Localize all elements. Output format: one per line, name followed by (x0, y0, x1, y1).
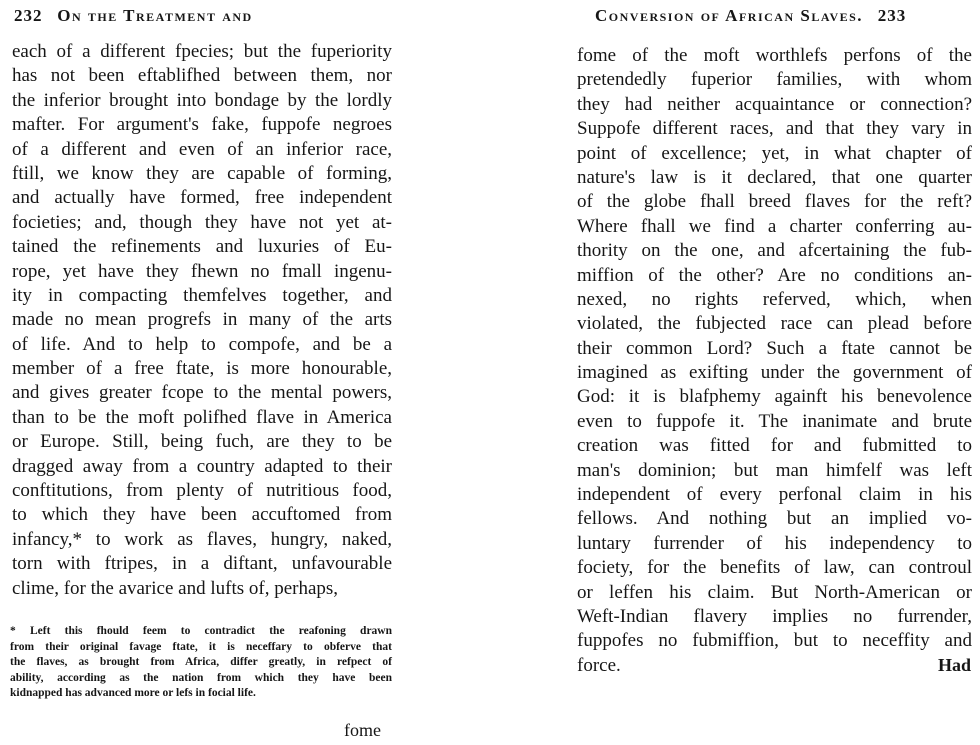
text-line: God: it is blafphemy againft his benevolence (577, 386, 972, 408)
text-line: fuppofes no fubmiffion, but to neceffity and (577, 630, 972, 652)
left-running-head: On the Treatment and (57, 6, 253, 25)
text-line: dragged away from a country adapted to their (12, 455, 392, 477)
text-line: Weft-Indian flavery implies no furrender, (577, 605, 972, 627)
text-line: fellows. And nothing but an implied vo- (577, 508, 972, 530)
right-running-head: Conversion of African Slaves. (595, 6, 864, 25)
text-line: focieties; and, though they have not yet at- (12, 211, 392, 233)
text-line: infancy,* to work as flaves, hungry, naked, (12, 528, 392, 550)
right-page-header (595, 6, 906, 26)
text-line: tained the refinements and luxuries of Eu- (12, 236, 392, 258)
right-page-text (577, 44, 972, 678)
text-line: fome of the moft worthlefs perfons of the (577, 45, 972, 66)
text-line: violated, the fubjected race can plead before (577, 313, 972, 335)
text-line: to which they have been accuftomed from (12, 504, 392, 526)
text-line: thority on the one, and afcertaining the fub- (577, 240, 972, 262)
text-line: point of excellence; yet, in what chapter of (577, 142, 972, 164)
text-line: and actually have formed, free independent (12, 187, 392, 209)
text-line: their common Lord? Such a ftate cannot be (577, 337, 972, 359)
left-page-header (14, 6, 253, 26)
text-line: nexed, no rights referved, which, when (577, 288, 972, 310)
right-page-number: 233 (877, 6, 907, 25)
text-line: even to fuppofe it. The inanimate and brute (577, 410, 972, 432)
text-line: miffion of the other? Are no conditions an- (577, 264, 972, 286)
text-line: pretendedly fuperior families, with whom (577, 69, 972, 91)
text-line: ity in compacting themfelves together, and (12, 284, 392, 306)
left-page (0, 0, 430, 745)
left-page-text (12, 40, 392, 601)
text-line: torn with ftripes, in a diftant, unfavourable (12, 553, 392, 575)
text-line: of life. And to help to compofe, and be a (12, 333, 392, 355)
text-line: or leffen his claim. But North-American or (577, 581, 972, 603)
text-line: they had neither acquaintance or connection? (577, 93, 972, 115)
text-line: luntary furrender of his independency to (577, 532, 972, 554)
text-line: independent of every perfonal claim in his (577, 484, 972, 506)
text-line: rope, yet have they fhewn no fmall ingenu- (12, 260, 392, 282)
text-line: man's dominion; but man himfelf was left (577, 459, 972, 481)
text-line: has not been eftablifhed between them, nor (12, 65, 392, 87)
text-line: made no mean progrefs in many of the arts (12, 309, 392, 331)
right-page (565, 0, 980, 745)
text-line: each of a different fpecies; but the fuperiority (12, 41, 392, 62)
footnote-line: kidnapped has advanced more or lefs in focial life. (10, 687, 256, 700)
text-line: or Europe. Still, being fuch, are they to be (12, 431, 392, 453)
right-catchword: Had (938, 655, 972, 675)
left-page-number: 232 (14, 6, 43, 25)
text-line: member of a free ftate, is more honourable, (12, 358, 392, 380)
footnote-line: from their original favage ftate, it is neceffary to obferve that (10, 640, 392, 653)
text-line: creation was fitted for and fubmitted to (577, 435, 972, 457)
footnote-line: ability, according as the nation from which they have been (10, 671, 392, 684)
text-line: fociety, for the benefits of law, can controul (577, 557, 972, 579)
left-catchword: fome (344, 720, 381, 740)
text-line: imagined as exifting under the government of (577, 362, 972, 384)
text-line: ftill, we know they are capable of forming, (12, 162, 392, 184)
text-line: mafter. For argument's fake, fuppofe negroes (12, 114, 392, 136)
footnote-line: * Left this fhould feem to contradict the reafoning drawn (10, 625, 392, 637)
text-line: of the globe fhall breed flaves for the reft? (577, 191, 972, 213)
text-line: nature's law is it declared, that one quarter (577, 166, 972, 188)
text-line: Where fhall we find a charter conferring au- (577, 215, 972, 237)
footnote (10, 624, 392, 702)
footnote-line: the flaves, as brought from Africa, differ greatly, in refpect of (10, 656, 392, 669)
text-line: the inferior brought into bondage by the lordly (12, 89, 392, 111)
text-line: and gives greater fcope to the mental powers, (12, 382, 392, 404)
text-line: clime, for the avarice and lufts of, perhaps, (12, 577, 339, 599)
text-line: conftitutions, from plenty of nutritious food, (12, 480, 392, 502)
text-line: than to be the moft polifhed flave in America (12, 406, 392, 428)
text-line: of a different and even of an inferior race, (12, 138, 392, 160)
text-line: force. (577, 654, 621, 676)
text-line: Suppofe different races, and that they vary in (577, 118, 972, 140)
